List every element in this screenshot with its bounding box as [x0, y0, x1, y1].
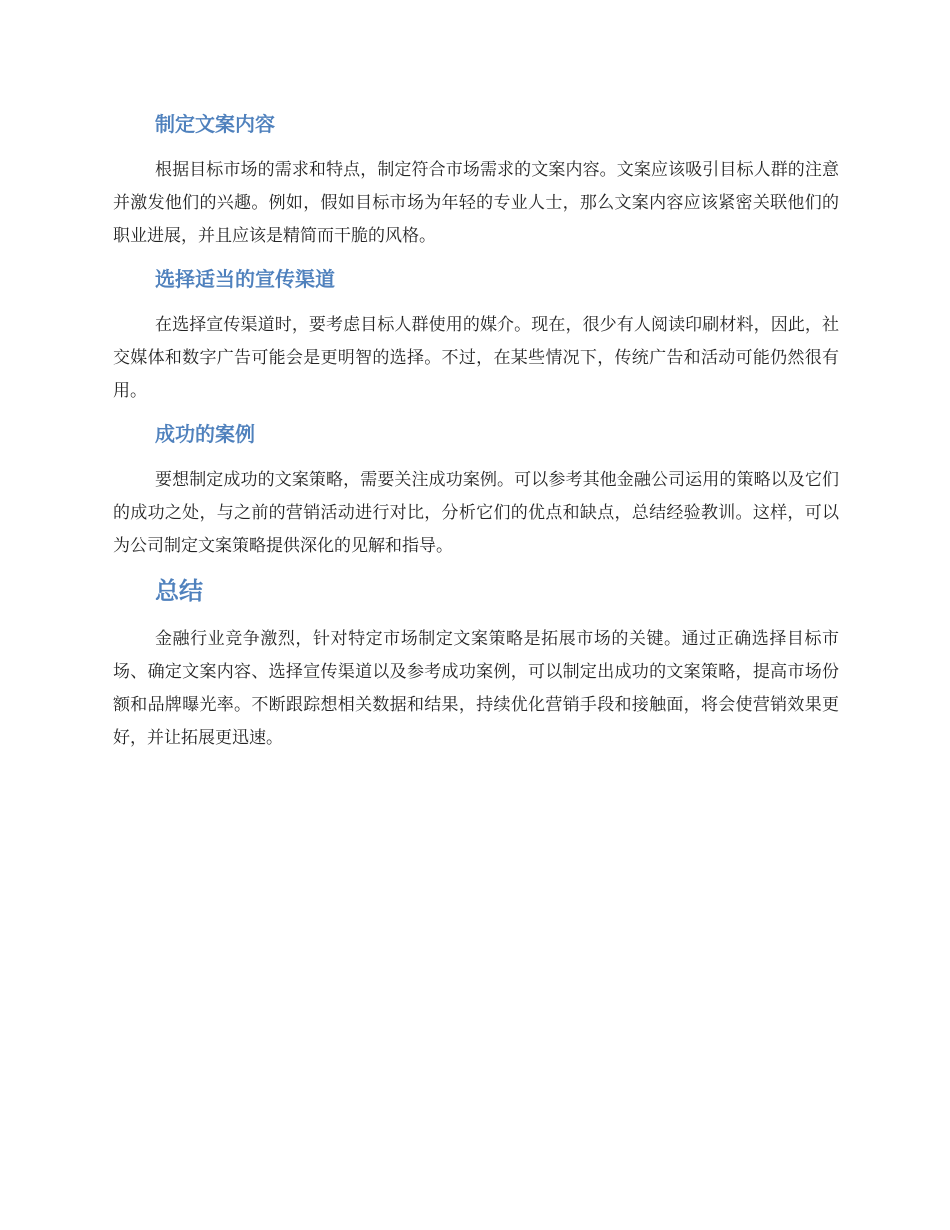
section-heading-channels: 选择适当的宣传渠道 [155, 267, 335, 291]
section-paragraph-success-cases: 要想制定成功的文案策略，需要关注成功案例。可以参考其他金融公司运用的策略以及它们的成功之处，与之前的营销活动进行对比，分析它们的优点和缺点，总结经验教训。这样，可以为公司制定文案策略提供深化的见解和指导。 [113, 470, 839, 556]
section-paragraph-copy-content: 根据目标市场的需求和特点，制定符合市场需求的文案内容。文案应该吸引目标人群的注意并激发他们的兴趣。例如，假如目标市场为年轻的专业人士，那么文案内容应该紧密关联他们的职业进展，并且应该是精简而干脆的风格。 [113, 160, 839, 246]
section-paragraph-summary: 金融行业竞争激烈，针对特定市场制定文案策略是拓展市场的关键。通过正确选择目标市场、确定文案内容、选择宣传渠道以及参考成功案例，可以制定出成功的文案策略，提高市场份额和品牌曝光率。不断跟踪想相关数据和结果，持续优化营销手段和接触面，将会使营销效果更好，并让拓展更迅速。 [113, 629, 839, 748]
section-heading-success-cases: 成功的案例 [155, 422, 255, 446]
document-content [113, 108, 839, 755]
section-paragraph-channels: 在选择宣传渠道时，要考虑目标人群使用的媒介。现在，很少有人阅读印刷材料，因此，社交媒体和数字广告可能会是更明智的选择。不过，在某些情况下，传统广告和活动可能仍然很有用。 [113, 315, 839, 401]
section-heading-copy-content: 制定文案内容 [155, 112, 275, 136]
section-heading-summary: 总结 [155, 577, 203, 605]
